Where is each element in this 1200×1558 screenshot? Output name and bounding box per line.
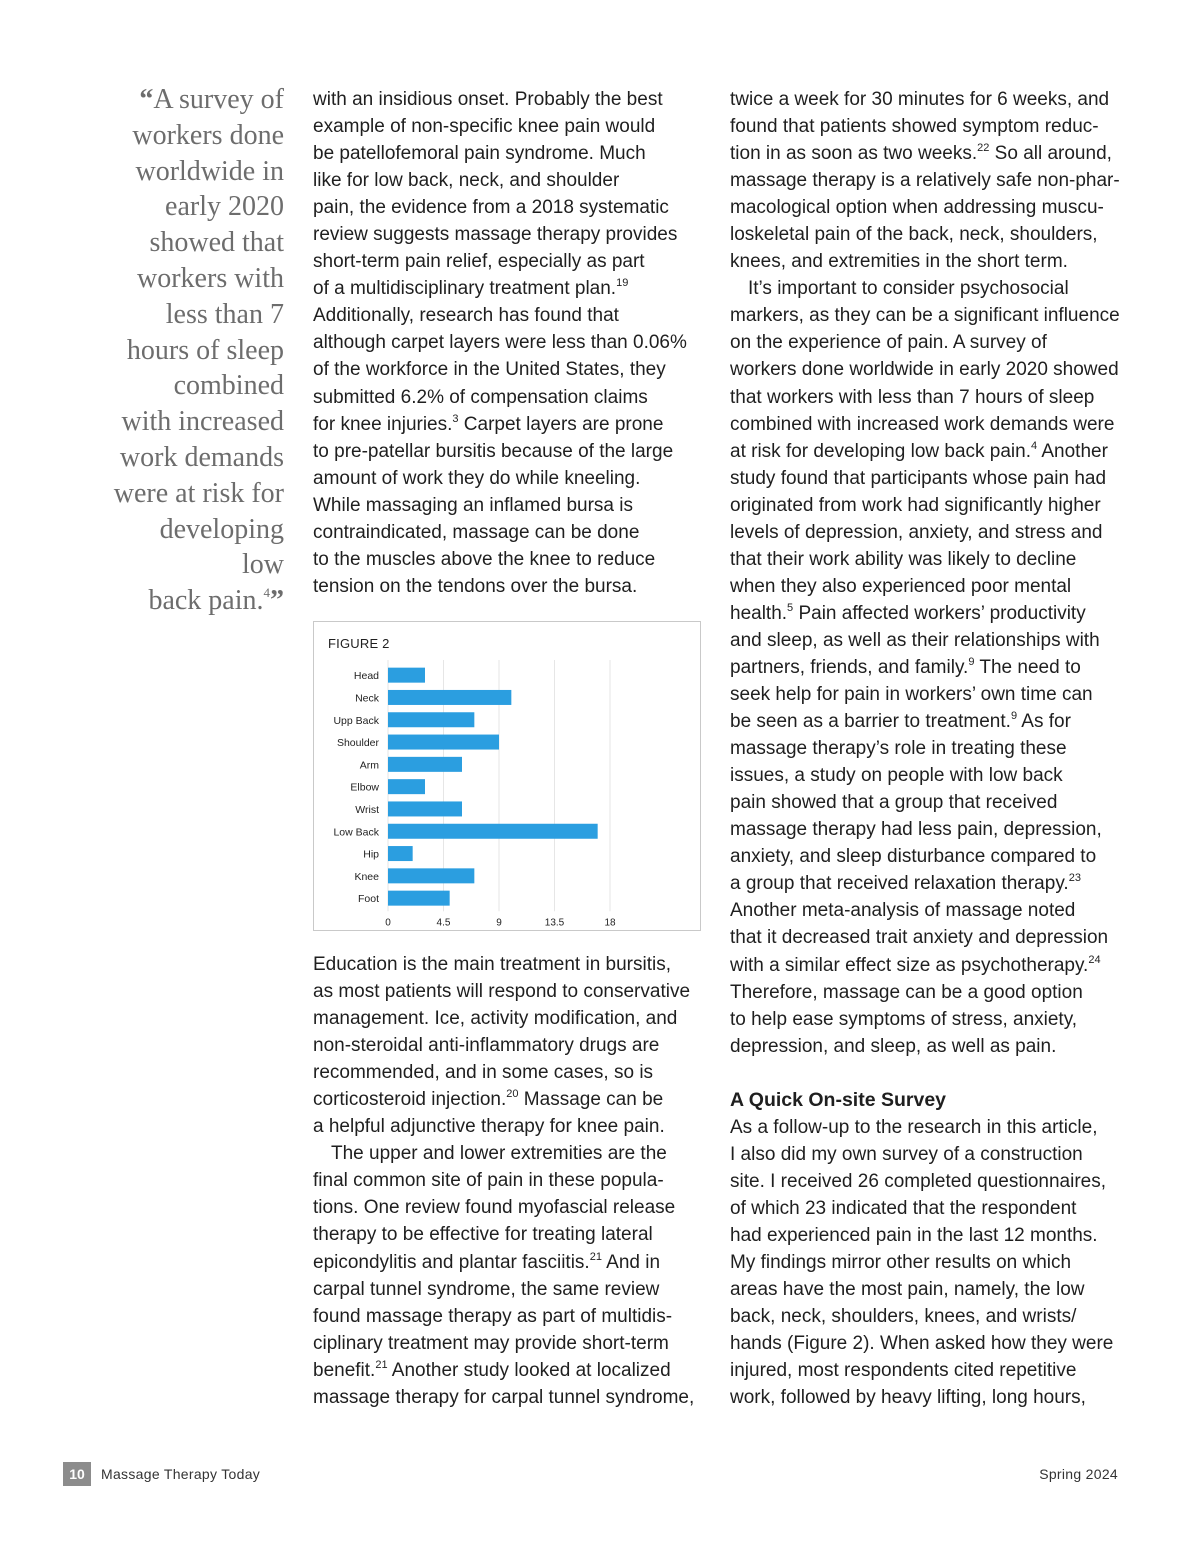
category-label: Knee — [354, 870, 379, 883]
text-line: found that patients showed symptom reduc- — [730, 116, 1099, 138]
pull-quote-reference: 4 — [263, 585, 270, 601]
bar-arm — [388, 757, 462, 772]
pull-quote-line: back pain. — [148, 585, 264, 617]
text-line: for knee injuries.$^3$ Carpet layers are prone — [313, 412, 664, 435]
figure-2-chart — [313, 621, 701, 931]
text-line: massage therapy’s role in treating these — [730, 738, 1067, 760]
text-line: like for low back, neck, and shoulder — [313, 170, 620, 192]
text-line: macological option when addressing muscu- — [730, 197, 1104, 219]
text-line: injured, most respondents cited repetitive — [730, 1360, 1077, 1382]
right-column-text — [730, 86, 1120, 1411]
citation-ref: 19 — [616, 277, 629, 290]
text-line: site. I received 26 completed questionnaires, — [730, 1170, 1106, 1192]
text-line: pain, the evidence from a 2018 systematic — [313, 197, 669, 219]
text-line: study found that participants whose pain had — [730, 467, 1107, 489]
text-line: anxiety, and sleep disturbance compared to — [730, 846, 1097, 868]
text-line: submitted 6.2% of compensation claims — [313, 386, 648, 408]
bar-chart — [314, 622, 700, 930]
text-line: recommended, and in some cases, so is — [313, 1062, 654, 1084]
text-line: review suggests massage therapy provides — [313, 224, 678, 246]
category-label: Low Back — [333, 826, 379, 839]
bar-upp-back — [388, 712, 474, 727]
text-line: My findings mirror other results on which — [730, 1251, 1072, 1273]
category-label: Hip — [363, 848, 379, 861]
text-line: tions. One review found myofascial release — [313, 1197, 676, 1219]
citation-ref: 5 — [787, 601, 794, 614]
text-line: hands (Figure 2). When asked how they were — [730, 1333, 1114, 1355]
citation-ref: 23 — [1068, 872, 1081, 885]
bar-wrist — [388, 801, 462, 816]
text-line: when they also experienced poor mental — [730, 575, 1072, 597]
bar-shoulder — [388, 735, 499, 750]
text-line: contraindicated, massage can be done — [313, 521, 640, 543]
text-line: issues, a study on people with low back — [730, 765, 1063, 787]
pull-quote-line: work demands — [119, 441, 284, 473]
text-line: to pre-patellar bursitis because of the large — [313, 440, 674, 462]
text-line: I also did my own survey of a construction — [730, 1143, 1083, 1165]
publication-name: Massage Therapy Today — [101, 1466, 261, 1482]
pull-quote — [112, 82, 284, 619]
text-line: massage therapy for carpal tunnel syndrome, — [313, 1386, 695, 1408]
bar-knee — [388, 868, 474, 883]
text-line: management. Ice, activity modification, and — [313, 1008, 678, 1030]
x-tick-label: 4.5 — [436, 917, 451, 929]
text-line: It’s important to consider psychosocial — [748, 278, 1069, 300]
middle-column-top-text — [313, 86, 687, 600]
text-line: that it decreased trait anxiety and depression — [730, 927, 1109, 949]
text-line: although carpet layers were less than 0.06% — [313, 332, 687, 354]
pull-quote-line: showed that — [149, 227, 284, 259]
middle-column-bottom-text — [313, 951, 694, 1411]
bar-neck — [388, 690, 511, 705]
text-line: Additionally, research has found that — [313, 305, 619, 327]
text-line: be patellofemoral pain syndrome. Much — [313, 143, 646, 165]
close-quote-mark: ” — [270, 585, 284, 617]
text-line: on the experience of pain. A survey of — [730, 332, 1047, 354]
bar-foot — [388, 891, 450, 906]
text-line: with a similar effect size as psychotherapy.$^{24}$ — [730, 953, 1101, 976]
text-line: work, followed by heavy lifting, long hours, — [730, 1387, 1086, 1409]
bar-elbow — [388, 779, 425, 794]
figure-label: FIGURE 2 — [328, 636, 390, 651]
text-line: example of non-specific knee pain would — [313, 116, 656, 138]
text-line: As a follow-up to the research in this article, — [730, 1116, 1098, 1138]
category-label: Neck — [355, 692, 379, 705]
category-label: Head — [353, 670, 379, 683]
text-line: had experienced pain in the last 12 months. — [730, 1224, 1098, 1246]
text-line: carpal tunnel syndrome, the same review — [313, 1278, 660, 1300]
bar-low-back — [388, 824, 598, 839]
text-line: found massage therapy as part of multidis- — [313, 1305, 673, 1327]
text-line: levels of depression, anxiety, and stress and — [730, 521, 1103, 543]
text-line: with an insidious onset. Probably the best — [313, 89, 663, 110]
text-line: massage therapy had less pain, depression, — [730, 819, 1102, 841]
citation-ref: 21 — [375, 1358, 388, 1371]
pull-quote-line: combined — [173, 370, 284, 402]
text-line: epicondylitis and plantar fasciitis.$^{21}$ And in — [313, 1250, 661, 1273]
category-label: Wrist — [355, 803, 379, 816]
text-line: of a multidisciplinary treatment plan.$^{19}$ — [313, 277, 629, 300]
text-line: tension on the tendons over the bursa. — [313, 575, 638, 597]
citation-ref: 9 — [968, 655, 975, 668]
text-line: originated from work had significantly higher — [730, 494, 1101, 516]
x-tick-label: 18 — [604, 917, 616, 929]
text-line: seek help for pain in workers’ own time can — [730, 684, 1093, 706]
category-label: Elbow — [350, 781, 379, 794]
text-line: that their work ability was likely to decline — [730, 548, 1077, 570]
category-label: Arm — [359, 759, 379, 772]
bar-hip — [388, 846, 413, 861]
citation-ref: 9 — [1010, 710, 1018, 723]
text-line: ciplinary treatment may provide short-term — [313, 1332, 669, 1354]
text-line: The upper and lower extremities are the — [331, 1143, 667, 1165]
text-line: to the muscles above the knee to reduce — [313, 548, 656, 570]
text-line: back, neck, shoulders, knees, and wrists/ — [730, 1306, 1077, 1328]
section-body — [730, 1114, 1120, 1412]
pull-quote-line: developing low — [159, 513, 284, 581]
text-line: non-steroidal anti-inflammatory drugs are — [313, 1035, 660, 1057]
category-label: Foot — [357, 893, 379, 906]
text-line: partners, friends, and family.$^9$ The need to — [730, 655, 1081, 678]
text-line: knees, and extremities in the short term. — [730, 251, 1068, 273]
pull-quote-line: with increased — [121, 406, 284, 438]
text-line: amount of work they do while kneeling. — [313, 467, 641, 489]
section-heading: A Quick On-site Survey — [730, 1088, 947, 1111]
open-quote-mark: “ — [139, 84, 154, 115]
x-tick-label: 13.5 — [544, 917, 565, 929]
text-line: massage therapy is a relatively safe non-phar- — [730, 170, 1120, 192]
text-line: a group that received relaxation therapy.$^{23}$ — [730, 872, 1081, 895]
text-line: therapy to be effective for treating lateral — [313, 1224, 653, 1246]
text-line: that workers with less than 7 hours of sleep — [730, 386, 1095, 408]
citation-ref: 4 — [1031, 439, 1038, 452]
pull-quote-line: early 2020 — [165, 191, 284, 223]
text-line: benefit.$^{21}$ Another study looked at localized — [313, 1358, 671, 1381]
text-line: twice a week for 30 minutes for 6 weeks, and — [730, 89, 1110, 110]
bar-head — [388, 668, 425, 683]
pull-quote-line: A survey of — [153, 84, 284, 115]
text-line: health.$^5$ Pain affected workers’ productivity — [730, 601, 1086, 624]
right-column-body — [730, 86, 1120, 1060]
citation-ref: 22 — [977, 142, 990, 155]
text-line: Therefore, massage can be a good option — [730, 981, 1083, 1003]
text-line: combined with increased work demands were — [730, 413, 1115, 435]
page-footer — [0, 1462, 1200, 1488]
text-line: to help ease symptoms of stress, anxiety, — [730, 1008, 1078, 1030]
text-line: loskeletal pain of the back, neck, shoulders, — [730, 224, 1098, 246]
text-line: of which 23 indicated that the respondent — [730, 1197, 1077, 1219]
text-line: pain showed that a group that received — [730, 792, 1058, 814]
text-line: Another meta-analysis of massage noted — [730, 900, 1076, 922]
text-line: tion in as soon as two weeks.$^{22}$ So all around, — [730, 142, 1112, 165]
pull-quote-line: were at risk for — [113, 477, 284, 509]
text-line: short-term pain relief, especially as part — [313, 251, 645, 273]
text-line: as most patients will respond to conservative — [313, 981, 691, 1003]
category-label: Upp Back — [333, 714, 379, 727]
pull-quote-line: hours of sleep — [126, 334, 284, 366]
text-line: workers done worldwide in early 2020 showed — [730, 359, 1119, 381]
citation-ref: 3 — [452, 412, 459, 425]
citation-ref: 21 — [589, 1250, 602, 1263]
text-line: final common site of pain in these popula- — [313, 1170, 664, 1192]
citation-ref: 20 — [506, 1088, 519, 1101]
text-line: at risk for developing low back pain.$^4$ Another — [730, 439, 1108, 462]
pull-quote-line: workers done — [132, 119, 284, 151]
citation-ref: 24 — [1088, 953, 1101, 966]
text-line: of the workforce in the United States, they — [313, 359, 666, 381]
section-spacer — [730, 1060, 1120, 1087]
text-line: a helpful adjunctive therapy for knee pain. — [313, 1116, 665, 1138]
x-tick-label: 0 — [385, 917, 391, 929]
text-line: and sleep, as well as their relationships with — [730, 629, 1100, 651]
text-line: Education is the main treatment in bursitis, — [313, 954, 672, 975]
x-tick-label: 9 — [496, 917, 502, 929]
text-line: corticosteroid injection.$^{20}$ Massage can be — [313, 1088, 664, 1111]
text-line: markers, as they can be a significant influence — [730, 305, 1120, 327]
category-label: Shoulder — [336, 737, 379, 750]
text-line: areas have the most pain, namely, the low — [730, 1279, 1085, 1301]
page-number: 10 — [63, 1462, 91, 1486]
issue-label: Spring 2024 — [1039, 1466, 1118, 1482]
pull-quote-line: workers with — [137, 262, 284, 294]
text-line: be seen as a barrier to treatment.$^9$ As for — [730, 710, 1071, 733]
pull-quote-line: worldwide in — [135, 155, 284, 187]
text-line: While massaging an inflamed bursa is — [313, 494, 633, 516]
pull-quote-line: less than 7 — [165, 298, 284, 330]
text-line: depression, and sleep, as well as pain. — [730, 1035, 1057, 1057]
